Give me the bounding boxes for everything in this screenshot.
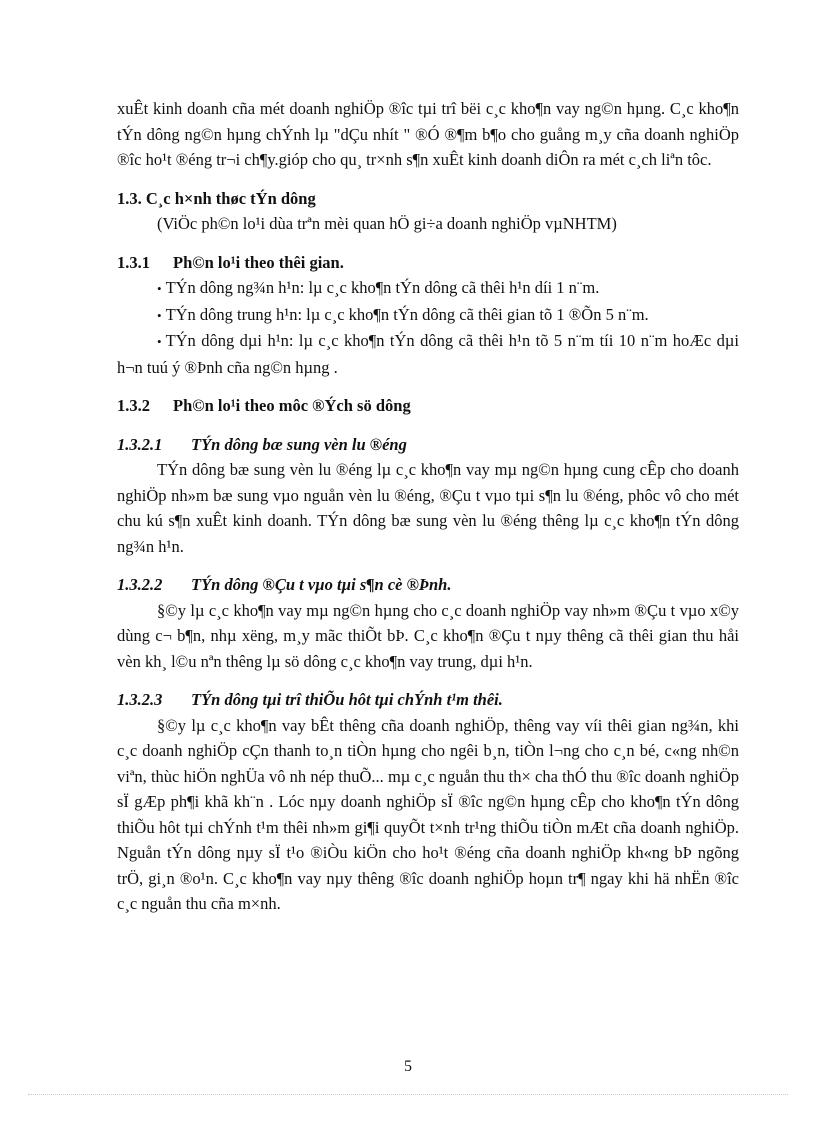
- bullet-dot-icon: •: [157, 281, 162, 296]
- bullet-dot-icon: •: [157, 334, 162, 349]
- section-1-3-heading: 1.3. C¸c h×nh thøc tÝn dông: [117, 188, 316, 208]
- section-1-3-2-2-heading: [117, 572, 739, 598]
- section-title: Ph©n lo¹i theo thêi gian.: [173, 252, 344, 272]
- section-number: 1.3.2: [117, 396, 150, 415]
- section-title: TÝn dông tµi trî thiÕu hôt tµi chÝnh t¹m thêi.: [191, 690, 503, 709]
- section-1-3-note: (ViÖc ph©n lo¹i dùa trªn mèi quan hÖ gi÷a doanh nghiÖp vµNHTM): [157, 214, 617, 233]
- section-number: 1.3.2.3: [117, 690, 163, 709]
- section-1-3-1-heading: [117, 250, 739, 276]
- section-title: TÝn dông ®Çu t vµo tµi s¶n cè ®Þnh.: [191, 575, 452, 594]
- section-1-3-2-heading: [117, 393, 739, 419]
- section-1-3-2-1-body: TÝn dông bæ sung vèn lu ®éng lµ c¸c kho¶n vay mµ ng©n hµng cung cÊp cho doanh nghiÖp nh»m bæ sung vµo nguån vèn lu ®éng, ®Çu t vµo tµi s¶n lu ®éng, phôc vô cho mét chu kú s¶n xuÊt kinh doanh. TÝn dông bæ sung vèn lu ®éng thêng lµ c¸c kho¶n tÝn dông ng¾n h¹n.: [117, 460, 739, 556]
- bullet-dot-icon: •: [157, 307, 162, 323]
- section-number: 1.3.1: [117, 252, 150, 272]
- section-title: Ph©n lo¹i theo môc ®Ých sö dông: [173, 396, 411, 415]
- section-1-3-2-1-heading: [117, 432, 739, 458]
- section-1-3-2-3-body: §©y lµ c¸c kho¶n vay bÊt thêng cña doanh nghiÖp, thêng vay víi thêi gian ng¾n, khi c¸c doanh nghiÖp cÇn thanh to¸n tiÒn hµng cho ngêi b¸n, tiÒn l¬ng cho c¸n bé, c«ng nh©n viªn, thùc hiÖn nghÜa vô nh nép thuÕ... mµ c¸c nguån thu th× cha thÓ thu ®îc doanh nghiÖp sÏ gÆp ph¶i khã kh¨n . Lóc nµy doanh nghiÖp sÏ ®îc ng©n hµng cÊp cho kho¶n tÝn dông thiÕu hôt tµi chÝnh t¹m thêi nh»m gi¶i quyÕt t×nh tr¹ng thiÕu tiÒn mÆt cña doanh nghiÖp. Nguån tÝn dông nµy sÏ t¹o ®iÒu kiÖn cho ho¹t ®éng cña doanh nghiÖp kh«ng bÞ ngõng trÖ, gi¸n ®o¹n. C¸c kho¶n vay nµy thêng ®îc doanh nghiÖp hoµn tr¶ ngay khi hä nhËn ®îc c¸c nguån thu cña m×nh.: [117, 715, 739, 913]
- bullet-item: [117, 275, 739, 302]
- intro-paragraph: xuÊt kinh doanh cña mét doanh nghiÖp ®îc tµi trî bëi c¸c kho¶n vay ng©n hµng. C¸c kho¶n tÝn dông ng©n hµng chÝnh lµ "dÇu nhít " ®Ó ®¶m b¶o cho guång m¸y cña doanh nghiÖp ®îc ho¹t ®éng tr¬i ch¶y.gióp cho qu¸ tr×nh s¶n xuÊt kinh doanh diÔn ra mét c¸ch liªn tôc.: [117, 99, 739, 169]
- bullet-text: TÝn dông trung h¹n: lµ c¸c kho¶n tÝn dông cã thêi gian tõ 1 ®Õn 5 n¨m.: [165, 304, 649, 324]
- section-number: 1.3.2.1: [117, 434, 163, 454]
- page-body: [117, 96, 739, 917]
- section-1-3-2-3-heading: [117, 687, 739, 713]
- bullet-text: TÝn dông ng¾n h¹n: lµ c¸c kho¶n tÝn dông cã thêi h¹n díi 1 n¨m.: [165, 278, 600, 297]
- section-number: 1.3.2.2: [117, 575, 163, 594]
- section-1-3-2-2-body: §©y lµ c¸c kho¶n vay mµ ng©n hµng cho c¸c doanh nghiÖp vay nh»m ®Çu t vµo x©y dùng c¬ b¶n, nhµ xëng, m¸y mãc thiÕt bÞ. C¸c kho¶n ®Çu t nµy thêng cã thêi gian thu håi vèn kh¸ l©u nªn thêng lµ sö dông c¸c kho¶n vay trung, dµi h¹n.: [117, 600, 739, 671]
- footer-divider: [28, 1094, 788, 1095]
- bullet-item: [117, 302, 739, 329]
- page-number: 5: [404, 1058, 412, 1075]
- bullet-text: TÝn dông dµi h¹n: lµ c¸c kho¶n tÝn dông cã thêi h¹n tõ 5 n¨m tíi 10 n¨m hoÆc dµi h¬n tuú ý ®Þnh cña ng©n hµng .: [117, 331, 739, 377]
- bullet-item: [117, 328, 739, 380]
- section-title: TÝn dông bæ sung vèn lu ®éng: [191, 434, 407, 454]
